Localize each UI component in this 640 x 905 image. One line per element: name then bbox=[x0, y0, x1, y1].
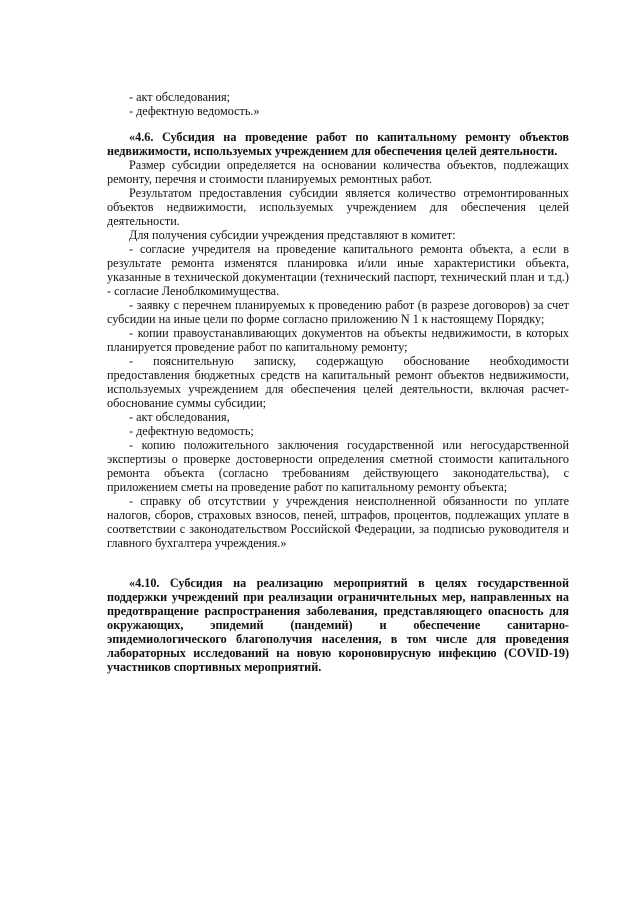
list-item-expertise-copy: - копию положительного заключения государственной или негосударственной экспертизы о проверке достоверности определения сметной стоимости капитального ремонта объекта (согласно требованиям действующего законодательства), с приложением сметы на проведение работ по капитальному ремонту объекта; bbox=[107, 438, 569, 494]
document-body bbox=[107, 90, 569, 674]
list-item-application: - заявку с перечнем планируемых к проведению работ (в разрезе договоров) за счет субсидии на иные цели по форме согласно приложению N 1 к настоящему Порядку; bbox=[107, 298, 569, 326]
list-item-defect-statement: - дефектную ведомость.» bbox=[129, 104, 260, 118]
list-item-defect-statement-2: - дефектную ведомость; bbox=[129, 424, 254, 438]
list-item-title-documents: - копии правоустанавливающих документов на объекты недвижимости, в которых планируется проведение работ по капитальному ремонту; bbox=[107, 326, 569, 354]
list-item-inspection-act-2: - акт обследования, bbox=[129, 410, 230, 424]
list-item-explanatory-note: - пояснительную записку, содержащую обоснование необходимости предоставления бюджетных средств на капитальный ремонт объектов недвижимости, используемых учреждением для обеспечения целей деятельности, включая расчет-обоснование суммы субсидии; bbox=[107, 354, 569, 410]
section-4-6-heading: «4.6. Субсидия на проведение работ по капитальному ремонту объектов недвижимости, используемых учреждением для обеспечения целей деятельности. bbox=[107, 130, 569, 158]
section-4-10-heading: «4.10. Субсидия на реализацию мероприятий в целях государственной поддержки учреждений при реализации ограничительных мер, направленных на предотвращение распространения заболевания, представляющего опасность для окружающих, эпидемий (пандемий) и обеспечение санитарно-эпидемиологического благополучия населения, в том числе для проведения лабораторных исследований на новую короновирусную инфекцию (COVID-19) участников спортивных мероприятий. bbox=[107, 576, 569, 674]
list-item-inspection-act: - акт обследования; bbox=[129, 90, 231, 104]
list-item-no-debt-certificate: - справку об отсутствии у учреждения неисполненной обязанности по уплате налогов, сборов, страховых взносов, пеней, штрафов, процентов, подлежащих уплате в соответствии с законодательством Российской Федерации, за подписью руководителя и главного бухгалтера учреждения.» bbox=[107, 494, 569, 550]
paragraph-documents-intro: Для получения субсидии учреждения представляют в комитет: bbox=[129, 228, 456, 242]
paragraph-subsidy-size: Размер субсидии определяется на основании количества объектов, подлежащих ремонту, перечня и стоимости планируемых ремонтных работ. bbox=[107, 158, 569, 186]
list-item-founder-consent: - согласие учредителя на проведение капитального ремонта объекта, а если в результате ремонта изменятся планировка и/или иные характеристики объекта, указанные в технической документации (технический паспорт, технический план и т.д.) - согласие Леноблкомимущества. bbox=[107, 242, 569, 298]
paragraph-subsidy-result: Результатом предоставления субсидии является количество отремонтированных объектов недвижимости, используемых учреждением для обеспечения целей деятельности. bbox=[107, 186, 569, 228]
